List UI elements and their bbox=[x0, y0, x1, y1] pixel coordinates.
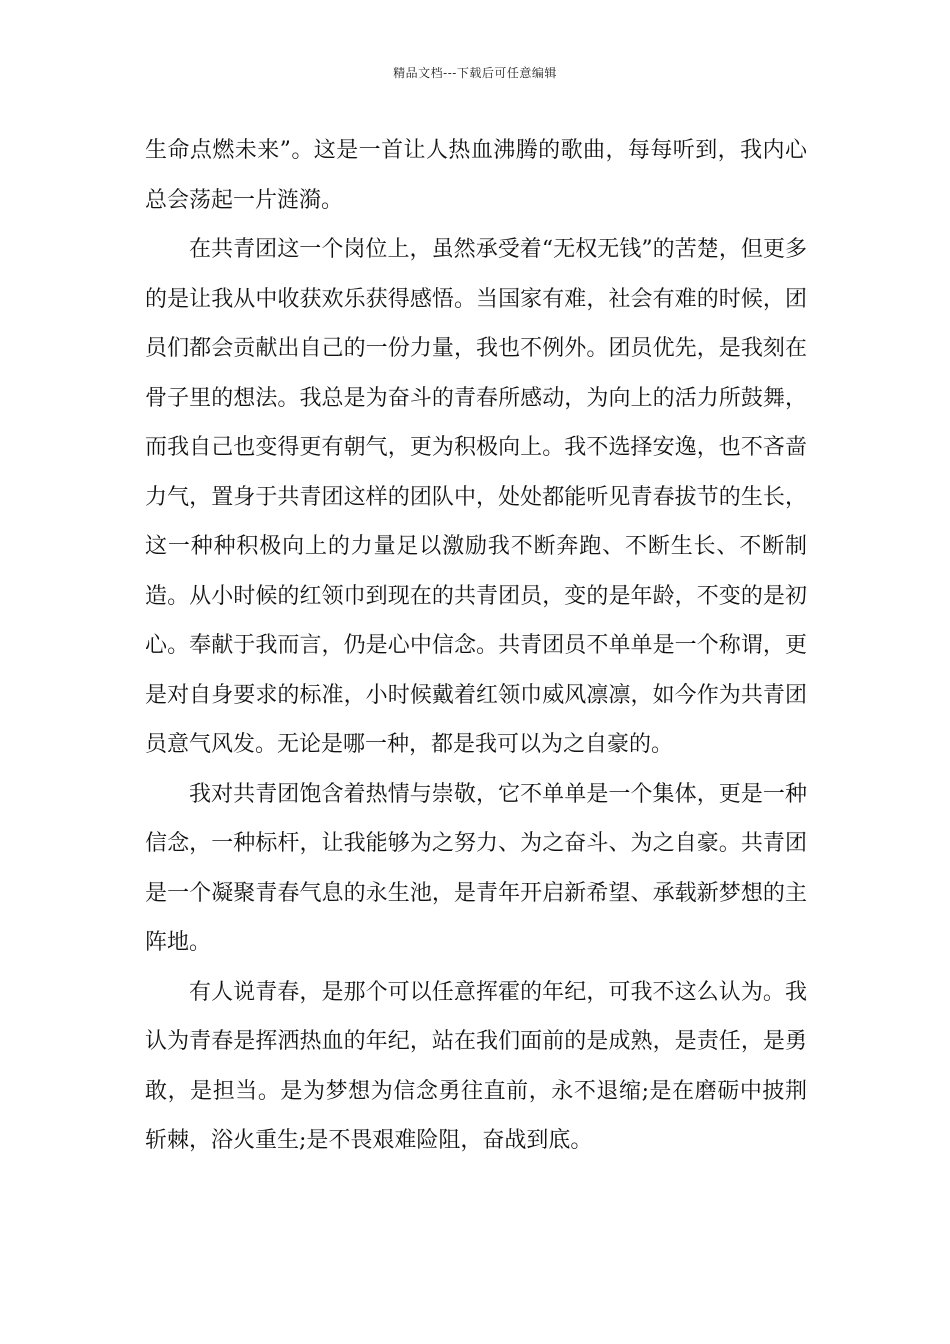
paragraph-3: 我对共青团饱含着热情与崇敬，它不单单是一个集体，更是一种信念，一种标杆，让我能够为之努力、为之奋斗、为之自豪。共青团是一个凝聚青春气息的永生池，是青年开启新希望、承载新梦想的主阵地。 bbox=[145, 781, 807, 955]
document-body bbox=[145, 126, 807, 1166]
paragraph-1: 生命点燃未来”。这是一首让人热血沸腾的歌曲，每每听到，我内心总会荡起一片涟漪。 bbox=[145, 138, 807, 213]
page-header: 精品文档---下载后可任意编辑 bbox=[393, 66, 557, 80]
paragraph-4: 有人说青春，是那个可以任意挥霍的年纪，可我不这么认为。我认为青春是挥洒热血的年纪，站在我们面前的是成熟，是责任，是勇敢，是担当。是为梦想为信念勇往直前，永不退缩;是在磨砺中披荆斩棘，浴火重生;是不畏艰难险阻，奋战到底。 bbox=[145, 979, 807, 1153]
paragraph-2: 在共青团这一个岗位上，虽然承受着“无权无钱”的苦楚，但更多的是让我从中收获欢乐获得感悟。当国家有难，社会有难的时候，团员们都会贡献出自己的一份力量，我也不例外。团员优先，是我刻在骨子里的想法。我总是为奋斗的青春所感动，为向上的活力所鼓舞，而我自己也变得更有朝气，更为积极向上。我不选择安逸，也不吝啬力气，置身于共青团这样的团队中，处处都能听见青春拔节的生长，这一种种积极向上的力量足以激励我不断奔跑、不断生长、不断制造。从小时候的红领巾到现在的共青团员，变的是年龄，不变的是初心。奉献于我而言，仍是心中信念。共青团员不单单是一个称谓，更是对自身要求的标准，小时候戴着红领巾威风凛凛，如今作为共青团员意气风发。无论是哪一种，都是我可以为之自豪的。 bbox=[145, 237, 807, 757]
